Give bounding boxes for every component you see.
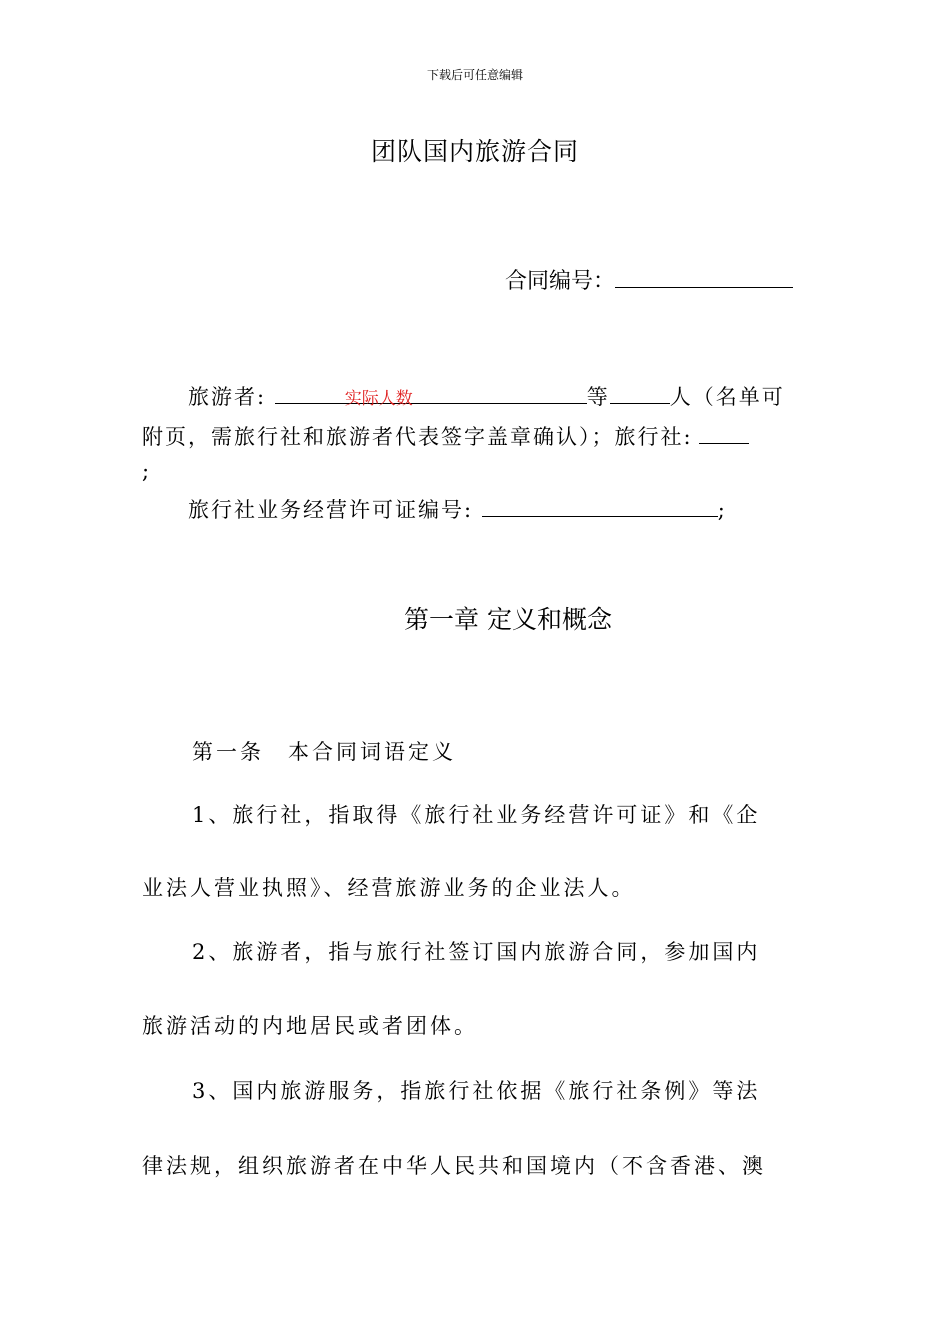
contract-number-row: [505, 264, 793, 295]
item2-line2: 旅游活动的内地居民或者团体。: [142, 1014, 478, 1038]
tourist-name-field[interactable]: [275, 381, 587, 409]
header-note: 下载后可任意编辑: [426, 68, 523, 82]
contract-number-field[interactable]: [615, 264, 793, 288]
license-number-field[interactable]: [482, 494, 718, 517]
tourist-row: [188, 381, 785, 411]
tourist-deng: 等: [586, 385, 610, 410]
item1-line2: 业法人营业执照》、经营旅游业务的企业法人。: [142, 876, 636, 900]
agency-field[interactable]: [699, 421, 749, 444]
tourist-label: 旅游者:: [188, 385, 267, 410]
tourist-semicolon: ;: [142, 459, 152, 483]
article1-title: 第一条 本合同词语定义: [192, 740, 456, 764]
license-end: ;: [717, 498, 727, 523]
item3-line1: 3、国内旅游服务，指旅行社依据《旅行社条例》等法: [192, 1079, 761, 1103]
tourist-count-hint: 实际人数: [344, 389, 413, 409]
license-label: 旅行社业务经营许可证编号:: [188, 498, 474, 523]
tourist-ren: 人（名单可: [669, 385, 785, 410]
license-row: [188, 494, 727, 524]
item2-line1: 2、旅游者，指与旅行社签订国内旅游合同，参加国内: [192, 940, 761, 964]
tourist-row-2: [142, 421, 749, 451]
contract-number-label: 合同编号：: [505, 269, 616, 295]
item1-line1: 1、旅行社，指取得《旅行社业务经营许可证》和《企: [192, 803, 761, 827]
document-title: 团队国内旅游合同: [370, 137, 579, 166]
tourist-count-field[interactable]: [610, 381, 670, 404]
tourist-line2: 附页，需旅行社和旅游者代表签字盖章确认）；旅行社:: [142, 425, 693, 450]
item3-line2: 律法规，组织旅游者在中华人民共和国境内（不含香港、澳: [142, 1154, 766, 1178]
chapter-title: 第一章 定义和概念: [404, 605, 612, 634]
